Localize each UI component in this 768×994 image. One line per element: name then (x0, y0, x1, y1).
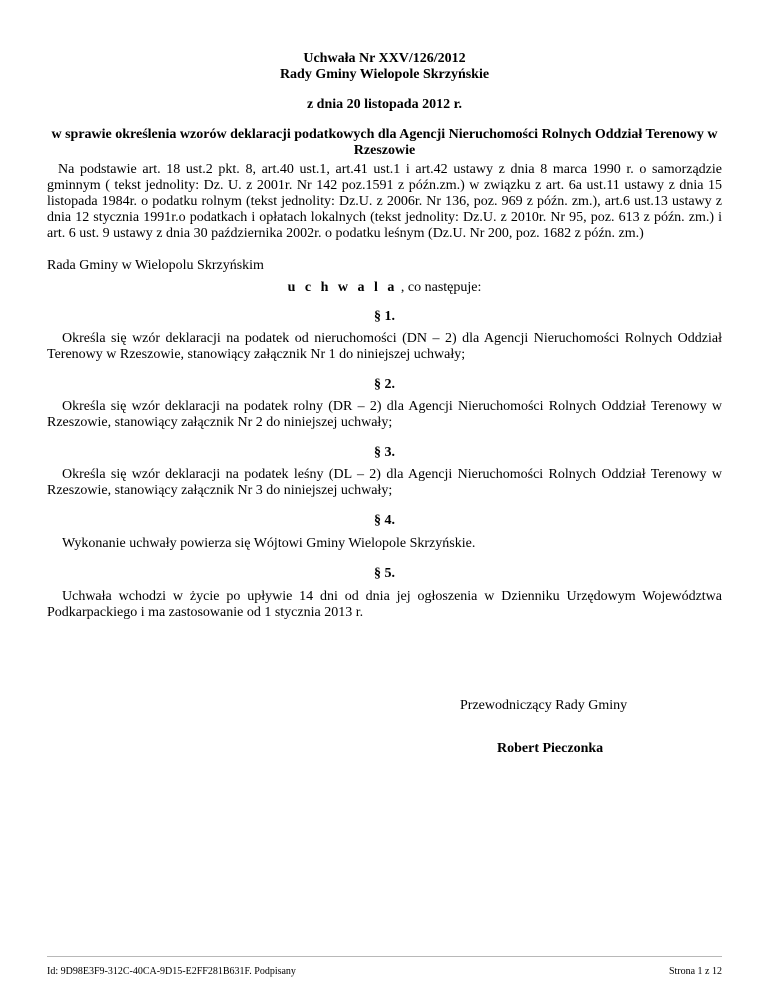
footer-document-id: Id: 9D98E3F9-312C-40CA-9D15-E2FF281B631F. Podpisany (47, 966, 296, 977)
section-3-heading: § 3. (374, 445, 395, 460)
council-statement: Rada Gminy w Wielopolu Skrzyńskim (47, 258, 264, 273)
resolution-subject: w sprawie określenia wzorów deklaracji podatkowych dla Agencji Nieruchomości Rolnych Oddział Terenowy w Rzeszowie (51, 127, 718, 158)
signature-name: Robert Pieczonka (497, 741, 604, 756)
footer-divider (47, 956, 722, 957)
legal-basis-paragraph: Na podstawie art. 18 ust.2 pkt. 8, art.40 ust.1, art.41 ust.1 i art.42 ustawy z dnia 8 marca 1990 r. o samorządzie gminnym ( tekst jednolity: Dz. U. z 2001r. Nr 142 poz.1591 z późn.zm.) w związku z art. 6a ust.11 ustawy z dnia 15 listopada 1984r. o podatku rolnym (tekst jednolity: Dz.U. z 2006r. Nr 136, poz. 969 z późn. zm.), art.6 ust.13 ustawy z dnia 12 stycznia 1991r.o podatkach i opłatach lokalnych (tekst jednolity: Dz.U. z 2010r. Nr 95, poz. 613 z późn. zm.) i art. 6 ust. 9 ustawy z dnia 30 października 2002r. o podatku leśnym (Dz.U. Nr 200, poz. 1682 z późn. zm.) (47, 162, 722, 241)
section-4-text: Wykonanie uchwały powierza się Wójtowi Gminy Wielopole Skrzyńskie. (62, 536, 476, 551)
resolution-number: Uchwała Nr XXV/126/2012 (303, 51, 466, 66)
resolution-title (47, 51, 722, 83)
signature-role: Przewodniczący Rady Gminy (460, 698, 628, 713)
section-3-text: Określa się wzór deklaracji na podatek leśny (DL – 2) dla Agencji Nieruchomości Rolnych Oddział Terenowy w Rzeszowie, stanowiący załącznik Nr 3 do niniejszej uchwały; (47, 467, 722, 498)
resolves-line (47, 280, 722, 296)
resolves-word: u c h w a l a (287, 280, 398, 295)
section-5-text: Uchwała wchodzi w życie po upływie 14 dni od dnia jej ogłoszenia w Dzienniku Urzędowym Województwa Podkarpackiego i ma zastosowanie od 1 stycznia 2013 r. (47, 589, 722, 620)
resolution-date: z dnia 20 listopada 2012 r. (306, 97, 463, 112)
section-4-heading: § 4. (374, 513, 395, 528)
section-2-heading: § 2. (374, 377, 395, 392)
council-name: Rady Gminy Wielopole Skrzyńskie (279, 67, 490, 82)
section-1-heading: § 1. (374, 309, 395, 324)
footer-page-number: Strona 1 z 12 (668, 966, 722, 977)
section-2-text: Określa się wzór deklaracji na podatek rolny (DR – 2) dla Agencji Nieruchomości Rolnych Oddział Terenowy w Rzeszowie, stanowiący załącznik Nr 2 do niniejszej uchwały; (47, 399, 722, 430)
section-5-heading: § 5. (374, 566, 395, 581)
resolves-rest: , co następuje: (397, 280, 482, 295)
section-1-text: Określa się wzór deklaracji na podatek od nieruchomości (DN – 2) dla Agencji Nieruchomości Rolnych Oddział Terenowy w Rzeszowie, stanowiący załącznik Nr 1 do niniejszej uchwały; (47, 331, 722, 362)
document-page (47, 0, 722, 994)
